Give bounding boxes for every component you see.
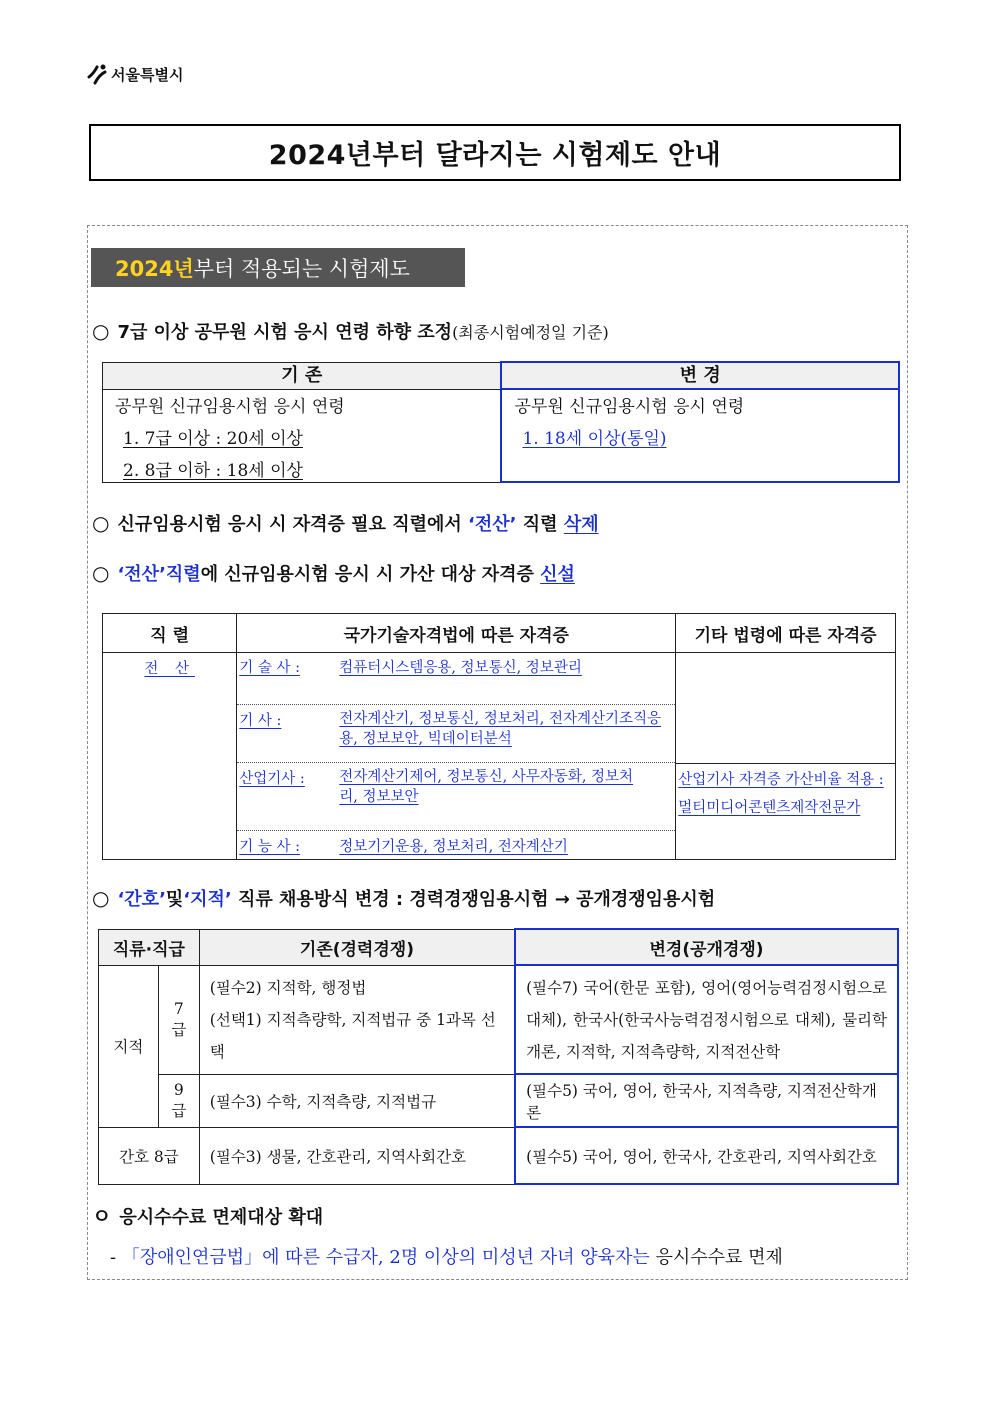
t2-header-national: 국가기술자격법에 따른 자격증	[237, 614, 676, 653]
t3-new-nurse: (필수5) 국어, 영어, 한국사, 간호관리, 지역사회간호	[515, 1127, 898, 1184]
item-hiring-change	[92, 885, 715, 911]
license-row	[237, 705, 675, 763]
t3-header-old: 기존(경력경쟁)	[199, 929, 515, 965]
license-label: 기 술 사 :	[239, 660, 301, 676]
item3-tail: 신설	[540, 564, 575, 585]
t3-old-7-line1: (필수2) 지적학, 행정법	[209, 978, 367, 997]
t2-series: 전 산	[144, 661, 195, 677]
item-fee-exemption	[92, 1200, 323, 1229]
item4-q1: ‘간호’	[117, 889, 166, 910]
license-label: 기 능 사 :	[239, 839, 301, 855]
t3-new-9: (필수5) 국어, 영어, 한국사, 지적측량, 지적전산학개론	[515, 1074, 898, 1127]
t3-old-9: (필수3) 수학, 지적측량, 지적법규	[199, 1074, 515, 1127]
t3-old-7-line2: (선택1) 지적측량학, 지적법규 중 1과목 선택	[209, 1010, 496, 1061]
license-value: 컴퓨터시스템응용, 정보통신, 정보관리	[339, 660, 582, 676]
age-comparison-table	[102, 361, 900, 483]
t3-new-7: (필수7) 국어(한문 포함), 영어(영어능력검정시험으로 대체), 한국사(한국사능력검정시험으로 대체), 물리학개론, 지적학, 지적측량학, 지적전산학	[515, 965, 898, 1074]
bullet-circle: ○	[92, 511, 110, 535]
page-title: 2024년부터 달라지는 시험제도 안내	[268, 140, 722, 171]
license-table	[102, 613, 896, 860]
license-value: 전자계산기제어, 정보통신, 사무자동화, 정보처리, 정보보안	[339, 769, 634, 805]
item2-quote: ‘전산’	[468, 514, 517, 535]
t3-grade-9: 9급	[158, 1074, 199, 1127]
old-line1: 공무원 신규임용시험 응시 연령	[115, 396, 345, 417]
t2-header-other: 기타 법령에 따른 자격증	[676, 614, 896, 653]
license-label: 기 사 :	[239, 713, 282, 729]
old-line3: 2. 8급 이하 : 18세 이상	[123, 460, 303, 481]
item5-dash: -	[110, 1247, 117, 1268]
old-cell	[103, 389, 502, 482]
item3-mid: 에 신규임용시험 응시 시 가산 대상 자격증	[200, 564, 541, 585]
new-header: 변 경	[501, 362, 899, 389]
section-heading-text: 부터 적용되는 시험제도	[193, 256, 410, 281]
old-header: 기 존	[103, 362, 502, 389]
bullet-o: ㅇ	[92, 1204, 112, 1228]
t2-national-cell	[237, 653, 676, 860]
item1-note: (최종시험예정일 기준)	[452, 323, 609, 342]
seoul-logo-icon	[86, 63, 108, 85]
item-license-removal	[92, 510, 599, 536]
new-cell	[501, 389, 899, 482]
t2-series-cell	[103, 653, 237, 860]
new-line1: 공무원 신규임용시험 응시 연령	[514, 397, 745, 417]
item-age-adjustment	[92, 318, 609, 344]
bullet-circle: ○	[92, 886, 110, 910]
old-line2: 1. 7급 이상 : 20세 이상	[123, 428, 303, 449]
license-value: 정보기기운용, 정보처리, 전자계산기	[339, 839, 568, 855]
item2-mid: 직렬	[516, 514, 564, 535]
t3-grade-7: 7급	[158, 965, 199, 1074]
item5-sub	[110, 1243, 783, 1269]
new-line2: 1. 18세 이상(통일)	[522, 429, 667, 449]
item-bonus-license	[92, 560, 575, 586]
t3-old-7	[199, 965, 515, 1074]
logo-text: 서울특별시	[111, 65, 184, 84]
item1-text: 7급 이상 공무원 시험 응시 연령 하향 조정	[117, 322, 453, 343]
item2-text: 신규임용시험 응시 시 자격증 필요 직렬에서	[117, 514, 469, 535]
item5-sub-tail: 응시수수료 면제	[649, 1247, 783, 1268]
t3-header-grade: 직류·직급	[99, 929, 200, 965]
t3-header-new: 변경(공개경쟁)	[515, 929, 898, 965]
license-row	[237, 653, 675, 705]
t3-nurse: 간호 8급	[99, 1127, 200, 1184]
section-year: 2024년	[115, 256, 194, 281]
item5-text: 응시수수료 면제대상 확대	[119, 1207, 324, 1228]
section-heading	[91, 248, 465, 287]
bullet-circle: ○	[92, 319, 110, 343]
t2-other-text: 산업기사 자격증 가산비율 적용 : 멀티미디어콘텐츠제작전문가	[678, 772, 884, 816]
item3-quote: ‘전산’직렬	[117, 564, 201, 585]
seoul-logo	[86, 62, 183, 86]
t3-old-nurse: (필수3) 생물, 간호관리, 지역사회간호	[199, 1127, 515, 1184]
license-label: 산업기사 :	[239, 771, 305, 787]
item2-tail: 삭제	[563, 514, 599, 535]
bullet-circle: ○	[92, 561, 110, 585]
license-value: 전자계산기, 정보통신, 정보처리, 전자계산기조직응용, 정보보안, 빅데이터분석	[339, 711, 662, 747]
t3-group: 지적	[99, 965, 159, 1127]
subject-table	[98, 928, 899, 1185]
item4-and: 및	[165, 889, 184, 910]
license-row	[237, 763, 675, 831]
t2-header-series: 직 렬	[103, 614, 237, 653]
title-box	[89, 124, 901, 181]
item4-q2: ‘지적’	[183, 889, 232, 910]
t2-other-cell	[676, 653, 896, 860]
license-row	[237, 831, 675, 859]
item5-sub-blue: 「장애인연금법」에 따른 수급자, 2명 이상의 미성년 자녀 양육자는	[121, 1247, 650, 1268]
item4-text: 직류 채용방식 변경 : 경력경쟁임용시험 → 공개경쟁임용시험	[231, 889, 716, 910]
